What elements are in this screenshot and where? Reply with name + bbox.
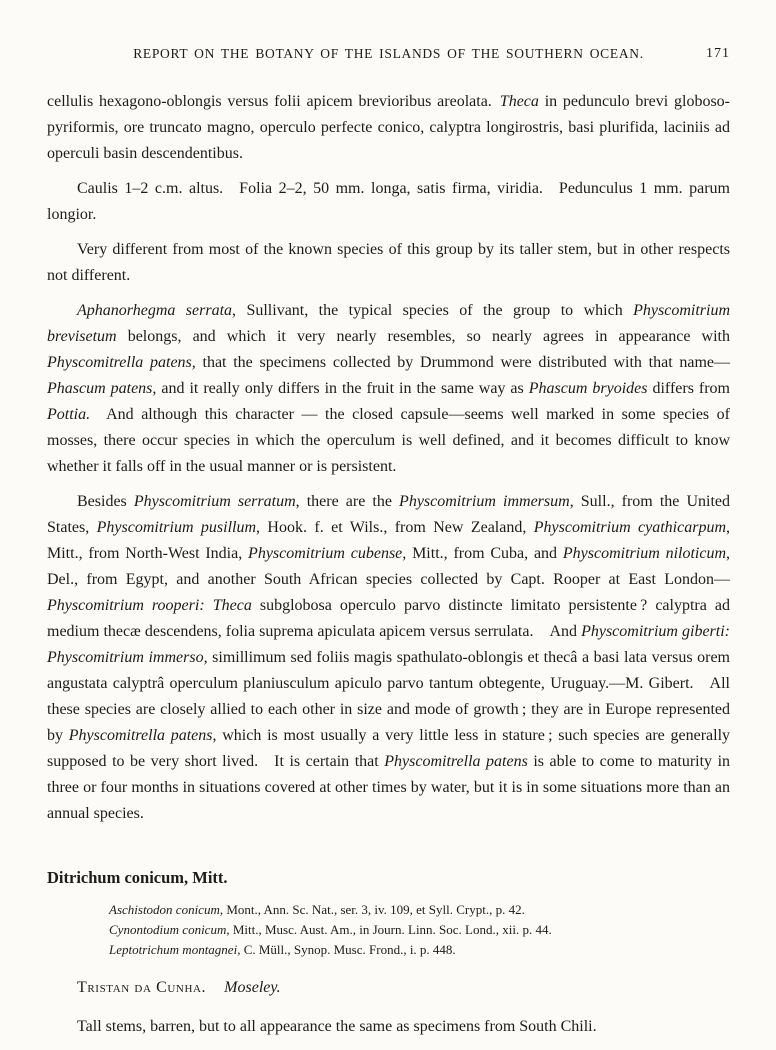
page-body [47, 89, 730, 1040]
synonymy-entry: Cynontodium conicum, Mitt., Musc. Aust. Am., in Journ. Linn. Soc. Lond., xii. p. 44. [109, 922, 552, 937]
collector-name: Moseley. [224, 979, 281, 996]
header-title: REPORT ON THE BOTANY OF THE ISLANDS OF THE SOUTHERN OCEAN. [133, 46, 644, 61]
synonymy-list [109, 901, 730, 959]
locality-place: Tristan da Cunha. [77, 979, 207, 996]
page-number: 171 [706, 46, 730, 61]
paragraph-latin-description: cellulis hexagono-oblongis versus folii apicem brevioribus areolata. Theca in pedunculo brevi globoso-pyriformis, ore truncato magno, operculo perfecte conico, calyptra longirostris, basi plurifida, laciniis ad operculi basin descendentibus. [47, 93, 730, 162]
species-heading: Ditrichum conicum, Mitt. [47, 868, 228, 887]
paragraph-aphanorhegma: Aphanorhegma serrata, Sullivant, the typical species of the group to which Physcomitrium brevisetum belongs, and which it very nearly resembles, so nearly agrees in appearance with Physcomitrella patens, that the specimens collected by Drummond were distributed with that name—Phascum patens, and it really only differs in the fruit in the same way as Phascum bryoides differs from Pottia. And although this character — the closed capsule—seems well marked in some species of mosses, there occur species in which the operculum is well defined, and it becomes difficult to know whether it falls off in the usual manner or is persistent. [47, 302, 731, 475]
species-note: Tall stems, barren, but to all appearance the same as specimens from South Chili. [77, 1018, 597, 1035]
synonymy-entry: Leptotrichum montagnei, C. Müll., Synop. Musc. Frond., i. p. 448. [109, 942, 456, 957]
paragraph-measurements: Caulis 1–2 c.m. altus. Folia 2–2, 50 mm. longa, satis firma, viridia. Pedunculus 1 mm. parum longior. [47, 180, 730, 223]
running-header [47, 46, 730, 62]
locality-line [47, 975, 730, 1001]
paragraph-comparison: Very different from most of the known species of this group by its taller stem, but in other respects not different. [47, 241, 730, 284]
paragraph-physcomitrium-species: Besides Physcomitrium serratum, there are the Physcomitrium immersum, Sull., from the United States, Physcomitrium pusillum, Hook. f. et Wils., from New Zealand, Physcomitrium cyathicarpum, Mitt., from North-West India, Physcomitrium cubense, Mitt., from Cuba, and Physcomitrium niloticum, Del., from Egypt, and another South African species collected by Capt. Rooper at East London—Physcomitrium rooperi: Theca subglobosa operculo parvo distincte limitato persistente ? calyptra ad medium thecæ descendens, folia suprema apiculata apicem versus serrulata. And Physcomitrium giberti: Physcomitrium immerso, simillimum sed foliis magis spathulato-oblongis et thecâ a basi lata versus orem angustata calyptrâ operculum planiusculum apiculo parvo tantum obtegente, Uruguay.—M. Gibert. All these species are closely allied to each other in size and mode of growth ; they are in Europe represented by Physcomitrella patens, which is most usually a very little less in stature ; such species are generally supposed to be very short lived. It is certain that Physcomitrella patens is able to come to maturity in three or four months in situations covered at other times by water, but it is in some situations more than an annual species. [47, 493, 731, 822]
synonymy-entry: Aschistodon conicum, Mont., Ann. Sc. Nat., ser. 3, iv. 109, et Syll. Crypt., p. 42. [109, 902, 525, 917]
